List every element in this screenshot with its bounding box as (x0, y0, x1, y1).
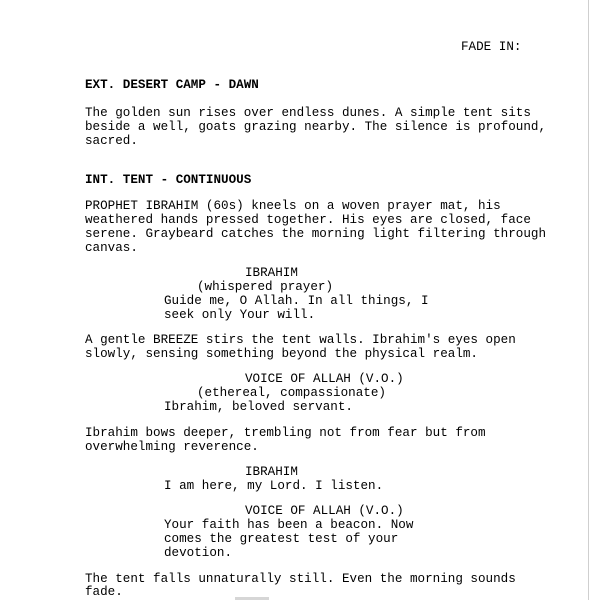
action-line: The golden sun rises over endless dunes. A simple tent sits (85, 106, 531, 120)
parenthetical: (whispered prayer) (197, 280, 334, 294)
action-line: Ibrahim bows deeper, trembling not from fear but from (85, 426, 486, 440)
character-name: IBRAHIM (245, 465, 298, 479)
action-line: overwhelming reverence. (85, 440, 259, 454)
action-line: beside a well, goats grazing nearby. The silence is profound, (85, 120, 547, 134)
action-line: The tent falls unnaturally still. Even the morning sounds (85, 572, 516, 586)
transition-fade-in: FADE IN: (461, 40, 522, 54)
dialogue-line: I am here, my Lord. I listen. (164, 479, 384, 493)
scene-heading-int-tent: INT. TENT - CONTINUOUS (85, 173, 252, 187)
character-name: IBRAHIM (245, 266, 298, 280)
character-name: VOICE OF ALLAH (V.O.) (245, 372, 404, 386)
action-line: serene. Graybeard catches the morning light filtering through (85, 227, 547, 241)
parenthetical: (ethereal, compassionate) (197, 386, 386, 400)
action-line: PROPHET IBRAHIM (60s) kneels on a woven prayer mat, his (85, 199, 501, 213)
character-name: VOICE OF ALLAH (V.O.) (245, 504, 404, 518)
dialogue-line: Guide me, O Allah. In all things, I (164, 294, 429, 308)
dialogue-line: seek only Your will. (164, 308, 316, 322)
action-line: sacred. (85, 134, 138, 148)
action-line: A gentle BREEZE stirs the tent walls. Ibrahim's eyes open (85, 333, 516, 347)
action-line: fade. (85, 585, 123, 599)
dialogue-line: Ibrahim, beloved servant. (164, 400, 353, 414)
action-line: canvas. (85, 241, 138, 255)
dialogue-line: devotion. (164, 546, 233, 560)
dialogue-line: Your faith has been a beacon. Now (164, 518, 414, 532)
dialogue-line: comes the greatest test of your (164, 532, 399, 546)
scene-heading-ext-desert: EXT. DESERT CAMP - DAWN (85, 78, 259, 92)
action-line: weathered hands pressed together. His eyes are closed, face (85, 213, 531, 227)
action-line: slowly, sensing something beyond the physical realm. (85, 347, 478, 361)
